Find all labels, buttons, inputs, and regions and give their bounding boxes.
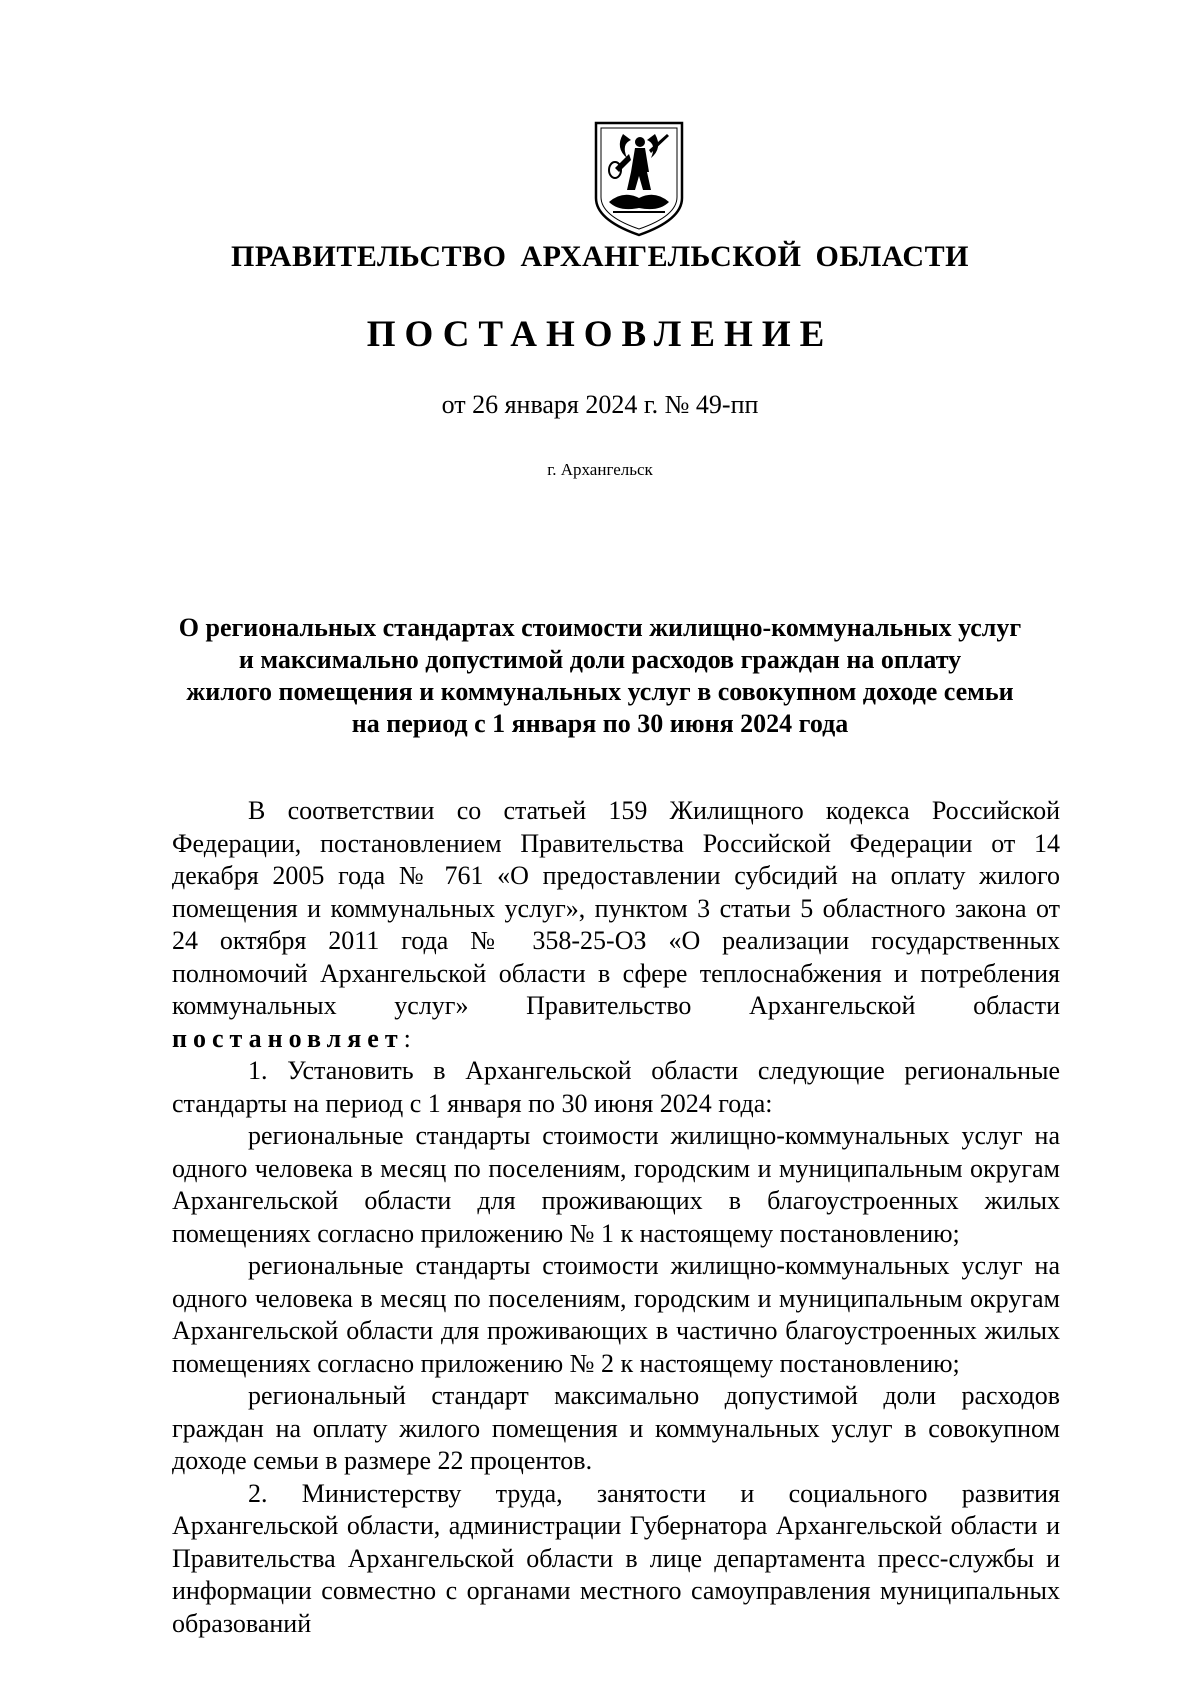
subject-line: О региональных стандартах стоимости жилищно-коммунальных услуг [178, 613, 1022, 642]
government-title: ПРАВИТЕЛЬСТВО АРХАНГЕЛЬСКОЙ ОБЛАСТИ [231, 240, 969, 273]
item-1c-paragraph: региональный стандарт максимально допустимой доли расходов граждан на оплату жилого помещения и коммунальных услуг в совокупном доходе семьи в размере 22 процентов. [172, 1381, 1060, 1475]
document-date-number: от 26 января 2024 г. № 49-пп [441, 390, 759, 419]
coat-of-arms-icon [593, 120, 685, 238]
subject-line: на период с 1 января по 30 июня 2024 года [351, 709, 849, 738]
subject-line: жилого помещения и коммунальных услуг в совокупном доходе семьи [186, 677, 1014, 706]
item-1b-paragraph: региональные стандарты стоимости жилищно-коммунальных услуг на одного человека в месяц по поселениям, городским и муниципальным округам Архангельской области для проживающих в частично благоустроенных жилых помещениях согласно приложению № 2 к настоящему постановлению; [172, 1251, 1060, 1378]
resolves-tail: : [403, 1023, 411, 1053]
document-subject [150, 612, 1050, 740]
item-2-paragraph: 2. Министерству труда, занятости и социального развития Архангельской области, администрации Губернатора Архангельской области и Правительства Архангельской области в лице департамента пресс-службы и информации совместно с органами местного самоуправления муниципальных образований [172, 1478, 1060, 1638]
document-city: г. Архангельск [547, 460, 653, 479]
subject-line: и максимально допустимой доли расходов граждан на оплату [238, 645, 962, 674]
item-1-paragraph: 1. Установить в Архангельской области следующие региональные стандарты на период с 1 января по 30 июня 2024 года: [172, 1056, 1060, 1118]
document-type-title: ПОСТАНОВЛЕНИЕ [366, 314, 834, 355]
preamble-paragraph [172, 795, 1060, 1055]
preamble-text: В соответствии со статьей 159 Жилищного кодекса Российской Федерации, постановлением Правительства Российской Федерации от 14 декабря 2005 года № 761 «О предоставлении субсидий на оплату жилого помещения и коммунальных услуг», пунктом 3 статьи 5 областного закона от 24 октября 2011 года № 358-25-ОЗ «О реализации государственных полномочий Архангельской области в сфере теплоснабжения и потребления коммунальных услуг» Правительство Архангельской области [172, 796, 1060, 1020]
resolves-word: постановляет [172, 1023, 404, 1053]
document-body [172, 795, 1060, 1640]
item-1a-paragraph: региональные стандарты стоимости жилищно-коммунальных услуг на одного человека в месяц по поселениям, городским и муниципальным округам Архангельской области для проживающих в благоустроенных жилых помещениях согласно приложению № 1 к настоящему постановлению; [172, 1121, 1060, 1248]
